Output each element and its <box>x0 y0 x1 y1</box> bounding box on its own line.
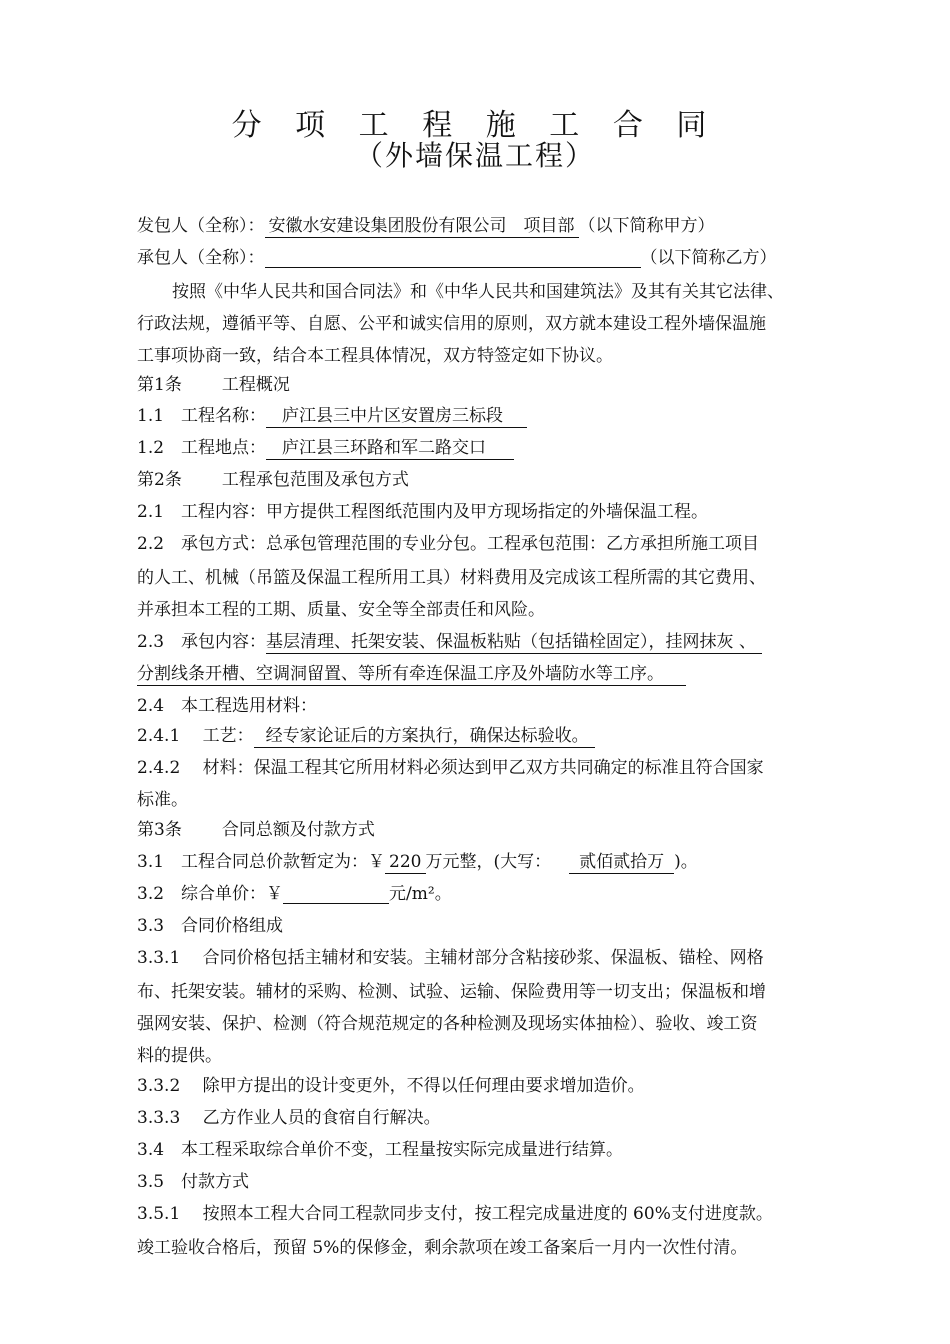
article-1-heading: 第1条 工程概况 <box>137 375 290 395</box>
clause-3-3-1-line-1: 3.3.1 合同价格包括主辅材和安装。主辅材部分含粘接砂浆、保温板、锚栓、网格 <box>137 948 764 968</box>
clause-2-1: 2.1 工程内容：甲方提供工程图纸范围内及甲方现场指定的外墙保温工程。 <box>137 502 709 522</box>
clause-3-3-3: 3.3.3 乙方作业人员的食宿自行解决。 <box>137 1108 441 1128</box>
contractor-suffix: （以下简称乙方） <box>640 248 777 268</box>
clause-3-3: 3.3 合同价格组成 <box>137 916 284 936</box>
article-3-heading: 第3条 合同总额及付款方式 <box>137 820 375 840</box>
clause-2-4: 2.4 本工程选用材料： <box>137 696 318 716</box>
clause-2-4-2-line-1: 2.4.2 材料：保温工程其它所用材料必须达到甲乙双方共同确定的标准且符合国家 <box>137 758 764 778</box>
clause-2-4-1: 2.4.1 工艺： 经专家论证后的方案执行，确保达标验收。 <box>137 726 837 748</box>
contractor-label: 承包人（全称）： <box>137 248 265 268</box>
clause-3-3-1-line-4: 料的提供。 <box>137 1046 222 1066</box>
clause-3-3-1-line-2: 布、托架安装。辅材的采购、检测、试验、运输、保险费用等一切支出；保温板和增 <box>137 982 766 1002</box>
contract-amount: 220 <box>385 852 425 874</box>
employer-name: 安徽水安建设集团股份有限公司 项目部 <box>265 216 579 238</box>
clause-3-1: 3.1 工程合同总价款暂定为：￥ 220 万元整，(大写： 贰佰贰拾万 )。 <box>137 852 698 872</box>
clause-2-2-line-2: 的人工、机械（吊篮及保温工程所用工具）材料费用及完成该工程所需的其它费用、 <box>137 568 766 588</box>
clause-3-5-1-line-2: 竣工验收合格后，预留 5%的保修金，剩余款项在竣工备案后一月内一次性付清。 <box>137 1238 748 1258</box>
preamble-line-3: 工事项协商一致，结合本工程具体情况，双方特签定如下协议。 <box>137 346 613 366</box>
document-subtitle: （外墙保温工程） <box>354 139 595 172</box>
preamble-line-1: 按照《中华人民共和国合同法》和《中华人民共和国建筑法》及其有关其它法律、 <box>172 282 784 302</box>
scope-content-line-2: 分割线条开槽、空调洞留置、等所有牵连保温工序及外墙防水等工序。 <box>137 664 686 686</box>
contractor-line <box>137 248 837 268</box>
clause-2-3-line-1: 2.3 承包内容：基层清理、托架安装、保温板粘贴（包括锚栓固定），挂网抹灰 、 <box>137 632 837 654</box>
clause-2-2-line-1: 2.2 承包方式：总承包管理范围的专业分包。工程承包范围：乙方承担所施工项目 <box>137 534 760 554</box>
contract-amount-words: 贰佰贰拾万 <box>569 852 674 874</box>
project-location-line: 1.2 工程地点： 庐江县三环路和军二路交口 <box>137 438 837 460</box>
clause-3-3-2: 3.3.2 除甲方提出的设计变更外，不得以任何理由要求增加造价。 <box>137 1076 645 1096</box>
unit-price-blank <box>283 884 389 904</box>
project-name-value: 庐江县三中片区安置房三标段 <box>266 406 527 428</box>
project-location-value: 庐江县三环路和军二路交口 <box>266 438 514 460</box>
clause-2-4-2-line-2: 标准。 <box>137 790 188 810</box>
employer-suffix: （以下简称甲方） <box>578 216 715 236</box>
employer-label: 发包人（全称）： <box>137 216 265 236</box>
clause-3-4: 3.4 本工程采取综合单价不变，工程量按实际完成量进行结算。 <box>137 1140 624 1160</box>
scope-content-line-1: 基层清理、托架安装、保温板粘贴（包括锚栓固定），挂网抹灰 、 <box>266 632 762 654</box>
project-name-line: 1.1 工程名称： 庐江县三中片区安置房三标段 <box>137 406 837 428</box>
contractor-name-blank <box>265 248 641 268</box>
clause-3-2: 3.2 综合单价：￥ 元/m²。 <box>137 884 452 904</box>
clause-2-3-line-2 <box>137 664 837 686</box>
clause-3-3-1-line-3: 强网安装、保护、检测（符合规范规定的各种检测及现场实体抽检）、验收、竣工资 <box>137 1014 758 1034</box>
process-value: 经专家论证后的方案执行，确保达标验收。 <box>254 726 595 748</box>
employer-line <box>137 216 837 238</box>
clause-2-2-line-3: 并承担本工程的工期、质量、安全等全部责任和风险。 <box>137 600 545 620</box>
document-title: 分 项 工 程 施 工 合 同 <box>231 108 719 143</box>
clause-3-5: 3.5 付款方式 <box>137 1172 250 1192</box>
article-2-heading: 第2条 工程承包范围及承包方式 <box>137 470 409 490</box>
clause-3-5-1-line-1: 3.5.1 按照本工程大合同工程款同步支付，按工程完成量进度的 60%支付进度款。 <box>137 1204 773 1224</box>
preamble-line-2: 行政法规，遵循平等、自愿、公平和诚实信用的原则，双方就本建设工程外墙保温施 <box>137 314 766 334</box>
